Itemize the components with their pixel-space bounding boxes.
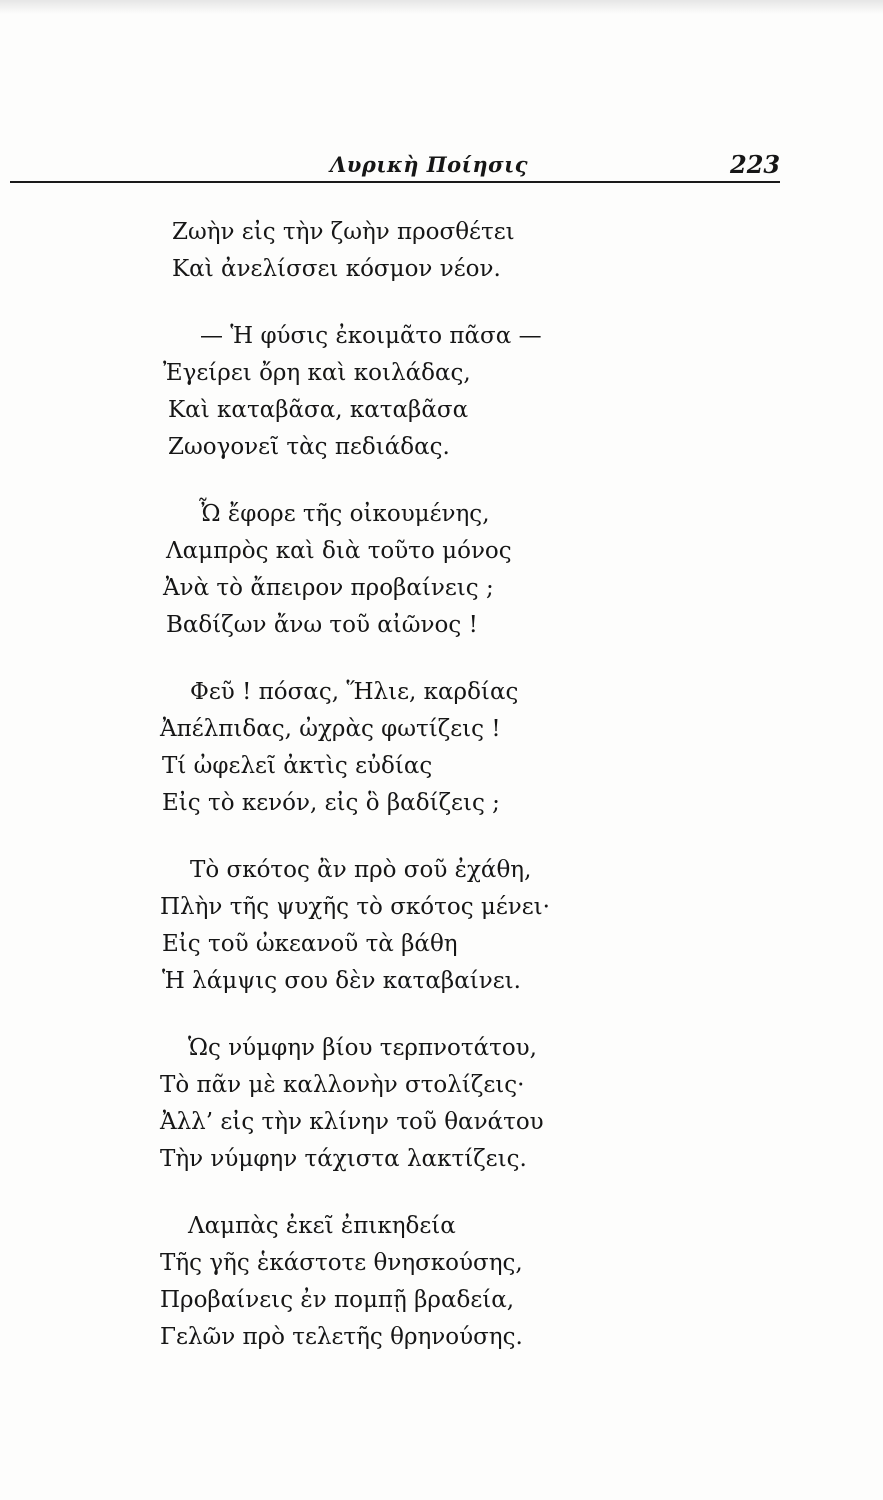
- poem-line: Εἰς τοῦ ὠκεανοῦ τὰ βάθη: [162, 931, 458, 957]
- poem-line: Εἰς τὸ κενόν, εἰς ὃ βαδίζεις ;: [162, 790, 500, 816]
- page-number: 223: [730, 150, 781, 179]
- poem-line: Πλὴν τῆς ψυχῆς τὸ σκότος μένει·: [160, 894, 550, 920]
- poem-line: Καὶ καταβᾶσα, καταβᾶσα: [168, 397, 469, 423]
- poem-line: Ἀπέλπιδας, ὠχρὰς φωτίζεις !: [160, 716, 501, 742]
- poem-line: Βαδίζων ἄνω τοῦ αἰῶνος !: [166, 612, 478, 638]
- stanza-2: [0, 318, 883, 466]
- poem-line: Ἀλλ’ εἰς τὴν κλίνην τοῦ θανάτου: [160, 1109, 544, 1135]
- poem-line: Ἀνὰ τὸ ἄπειρον προβαίνεις ;: [163, 575, 494, 601]
- page-top-edge-shadow: [0, 0, 883, 14]
- poem-line: Τὸ σκότος ἂν πρὸ σοῦ ἐχάθη,: [190, 857, 532, 883]
- poem-line: Ὡς νύμφην βίου τερπνοτάτου,: [188, 1035, 537, 1061]
- poem-line: Ζωογονεῖ τὰς πεδιάδας.: [168, 434, 450, 460]
- poem-line: Λαμπὰς ἐκεῖ ἐπικηδεία: [188, 1213, 456, 1239]
- poem-line: Ζωὴν εἰς τὴν ζωὴν προσθέτει: [172, 219, 515, 245]
- poem-line: Ὦ ἔφορε τῆς οἰκουμένης,: [199, 501, 490, 527]
- stanza-6: [0, 1030, 883, 1178]
- poem-line: — Ἡ φύσις ἐκοιμᾶτο πᾶσα —: [200, 323, 542, 349]
- poem-line: Τὴν νύμφην τάχιστα λακτίζεις.: [160, 1146, 527, 1172]
- poem-line: Τί ὠφελεῖ ἀκτὶς εὐδίας: [162, 753, 433, 779]
- running-head: [0, 150, 883, 184]
- poem-line: Καὶ ἀνελίσσει κόσμον νέον.: [172, 256, 501, 282]
- poem-line: Ἡ λάμψις σου δὲν καταβαίνει.: [162, 968, 521, 994]
- poem-line: Λαμπρὸς καὶ διὰ τοῦτο μόνος: [166, 538, 512, 564]
- poem-line: Προβαίνεις ἐν πομπῇ βραδεία,: [160, 1287, 515, 1313]
- stanza-5: [0, 852, 883, 1000]
- stanza-7: [0, 1208, 883, 1356]
- poem-line: Φεῦ ! πόσας, Ἥλιε, καρδίας: [190, 679, 519, 705]
- header-rule: [10, 181, 780, 183]
- poem: [0, 214, 883, 1386]
- poem-line: Τῆς γῆς ἑκάστοτε θνησκούσης,: [160, 1250, 523, 1276]
- stanza-4: [0, 674, 883, 822]
- stanza-1: [0, 214, 883, 288]
- stanza-3: [0, 496, 883, 644]
- poem-line: Τὸ πᾶν μὲ καλλονὴν στολίζεις·: [160, 1072, 525, 1098]
- poem-line: Ἐγείρει ὄρη καὶ κοιλάδας,: [163, 360, 471, 386]
- poem-line: Γελῶν πρὸ τελετῆς θρηνούσης.: [160, 1324, 523, 1350]
- running-title: Λυρικὴ Ποίησις: [330, 152, 529, 177]
